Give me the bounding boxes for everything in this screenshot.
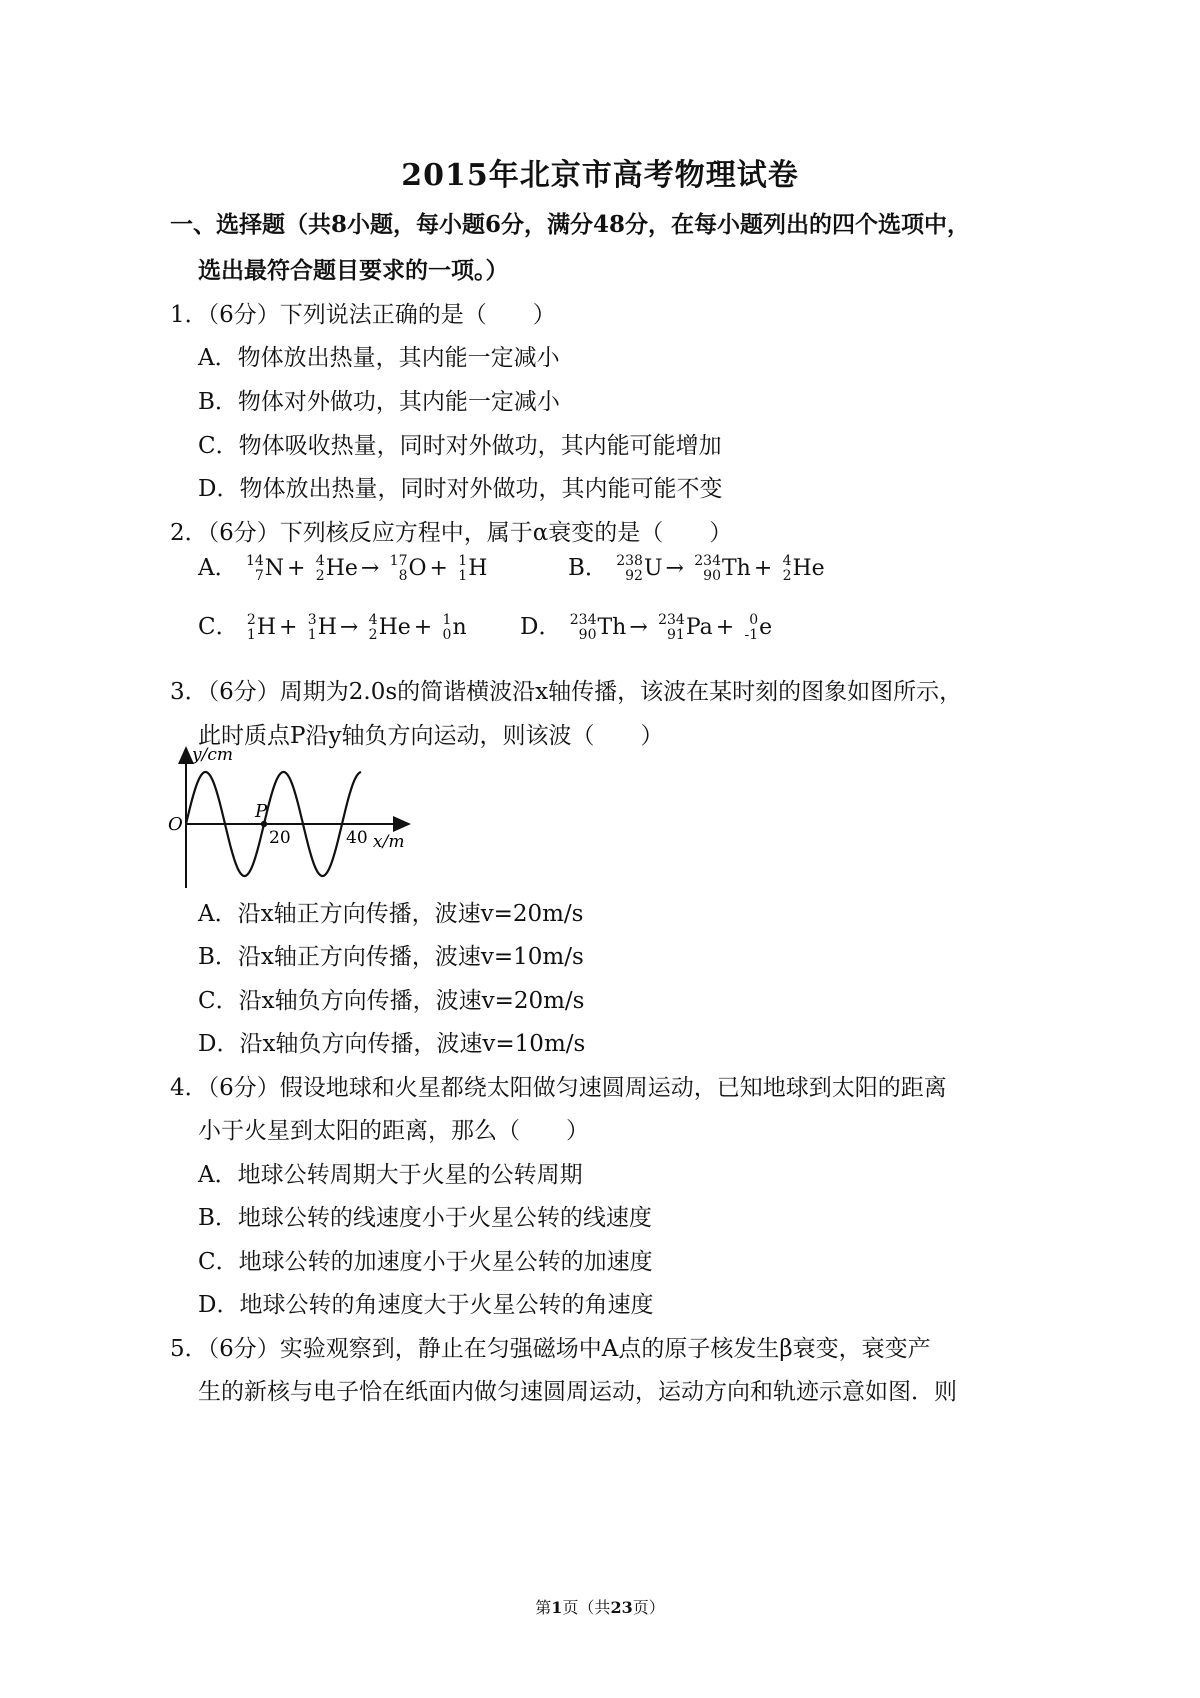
q1-stem: 1．（6分）下列说法正确的是（ ） (170, 302, 556, 328)
q4-stem-line1: 4．（6分）假设地球和火星都绕太阳做匀速圆周运动，已知地球到太阳的距离 (170, 1075, 947, 1101)
nuclide: 4 2 He (368, 612, 411, 643)
nuclide: 0 -1 e (744, 612, 773, 643)
arrow-icon: → (665, 556, 684, 581)
nuclide: 2 1 H (246, 612, 277, 643)
q4-option-b: B．地球公转的线速度小于火星公转的线速度 (198, 1205, 652, 1231)
q1-option-a: A．物体放出热量，其内能一定减小 (198, 345, 560, 371)
point-p-label: P (255, 801, 268, 822)
nuclide: 238 92 U (616, 553, 663, 584)
q4-option-c: C．地球公转的加速度小于火星公转的加速度 (198, 1249, 653, 1275)
option-label: B． (568, 555, 608, 581)
footer-middle: 页（共 (562, 1598, 611, 1617)
plus-sign: + (429, 556, 448, 581)
q1-option-d: D．物体放出热量，同时对外做功，其内能可能不变 (198, 476, 723, 502)
section-heading-line1: 一、选择题（共8小题，每小题6分，满分48分，在每小题列出的四个选项中， (170, 211, 971, 238)
tick-label-20: 20 (269, 828, 291, 848)
nuclide: 14 7 N (245, 553, 285, 584)
plus-sign: + (753, 556, 773, 581)
nuclide: 4 2 He (782, 553, 825, 584)
q1-option-c: C．物体吸收热量，同时对外做功，其内能可能增加 (198, 433, 722, 459)
arrow-icon: → (339, 615, 359, 640)
q2-option-a (198, 553, 488, 584)
q2-option-d (520, 612, 773, 643)
nuclide: 234 91 Pa (658, 612, 713, 643)
nuclide: 17 8 O (389, 553, 427, 584)
q2-option-b (568, 553, 826, 584)
q4-option-d: D．地球公转的角速度大于火星公转的角速度 (198, 1292, 654, 1318)
option-label: A． (198, 555, 238, 581)
q2-option-c (198, 612, 468, 643)
nuclide: 234 90 Th (569, 612, 627, 643)
page-title: 2015年北京市高考物理试卷 (401, 158, 799, 193)
nuclide: 4 2 He (315, 553, 358, 584)
q3-stem-line1: 3．（6分）周期为2.0s的简谐横波沿x轴传播，该波在某时刻的图象如图所示， (170, 679, 963, 705)
q4-stem-line2: 小于火星到太阳的距离，那么（ ） (198, 1118, 589, 1144)
q1-option-b: B．物体对外做功，其内能一定减小 (198, 389, 560, 415)
q3-option-d: D．沿x轴负方向传播，波速v=10m/s (198, 1031, 586, 1057)
plus-sign: + (287, 556, 306, 581)
arrow-icon: → (629, 615, 648, 640)
option-label: D． (520, 614, 562, 640)
q2-stem: 2．（6分）下列核反应方程中，属于α衰变的是（ ） (170, 520, 733, 546)
q5-stem-line2: 生的新核与电子恰在纸面内做匀速圆周运动，运动方向和轨迹示意如图．则 (198, 1379, 957, 1405)
wave-figure (165, 742, 425, 892)
footer-page-number: 1 (551, 1598, 563, 1617)
footer-suffix: 页） (632, 1598, 665, 1617)
q4-option-a: A．地球公转周期大于火星的公转周期 (198, 1162, 583, 1188)
option-label: C． (198, 614, 239, 640)
plus-sign: + (715, 615, 735, 640)
plus-sign: + (413, 615, 433, 640)
nuclide: 1 0 n (442, 612, 467, 643)
arrow-icon: → (360, 556, 380, 581)
plus-sign: + (279, 615, 298, 640)
q3-stem-line2: 此时质点P沿y轴负方向运动，则该波（ ） (198, 723, 664, 749)
tick-label-40: 40 (346, 828, 368, 848)
y-axis-label: y/cm (192, 745, 233, 765)
nuclide: 1 1 H (458, 553, 488, 584)
q3-option-c: C．沿x轴负方向传播，波速v=20m/s (198, 988, 585, 1014)
footer-total-pages: 23 (610, 1598, 633, 1617)
footer-prefix: 第 (535, 1598, 552, 1617)
q3-option-a: A．沿x轴正方向传播，波速v=20m/s (198, 901, 584, 927)
page-footer (0, 1595, 1200, 1618)
nuclide: 3 1 H (307, 612, 337, 643)
origin-label: O (168, 814, 183, 835)
x-axis-label: x/m (373, 832, 405, 852)
section-heading-line2: 选出最符合题目要求的一项。） (198, 257, 509, 284)
q3-option-b: B．沿x轴正方向传播，波速v=10m/s (198, 944, 584, 970)
q5-stem-line1: 5．（6分）实验观察到，静止在匀强磁场中A点的原子核发生β衰变，衰变产 (170, 1336, 931, 1362)
nuclide: 234 90 Th (694, 553, 751, 584)
